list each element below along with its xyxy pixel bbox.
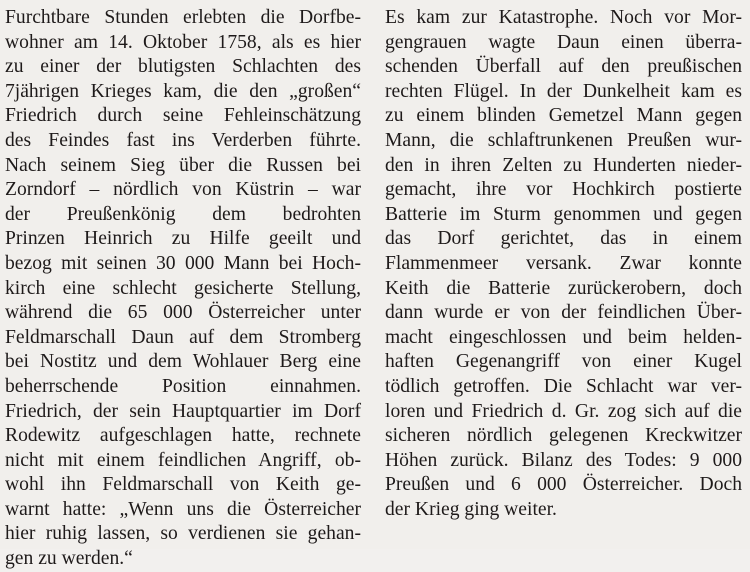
text-line: macht eingeschlossen und beim helden- <box>385 326 742 348</box>
text-line: Keith die Batterie zurückerobern, doch <box>385 277 742 299</box>
text-line: Zorndorf – nördlich von Küstrin – war <box>5 179 361 201</box>
text-line: Batterie im Sturm genommen und gegen <box>385 203 742 225</box>
text-line: bei Nostitz und dem Wohlauer Berg eine <box>5 351 361 373</box>
text-line: gemacht, ihre vor Hochkirch postierte <box>385 179 742 201</box>
text-line: der Preußenkönig dem bedrohten <box>5 203 361 225</box>
text-line: des Feindes fast ins Verderben führte. <box>5 129 361 151</box>
text-line: bezog mit seinen 30 000 Mann bei Hoch- <box>5 252 361 274</box>
text-line: dann wurde er von der feindlichen Über- <box>385 302 742 324</box>
text-line: zu einem blinden Gemetzel Mann gegen <box>385 105 742 127</box>
text-line: Furchtbare Stunden erlebten die Dorfbe- <box>5 7 361 28</box>
text-line: Friedrich, der sein Hauptquartier im Dorf <box>5 400 361 422</box>
text-line: loren und Friedrich d. Gr. zog sich auf die <box>385 400 742 422</box>
text-line: Nach seinem Sieg über die Russen bei <box>5 154 361 176</box>
text-line: Feldmarschall Daun auf dem Stromberg <box>5 326 361 348</box>
text-line: 7jährigen Krieges kam, die den „großen“ <box>5 80 361 102</box>
text-line: zu einer der blutigsten Schlachten des <box>5 56 361 78</box>
text-line: Höhen zurück. Bilanz des Todes: 9 000 <box>385 449 742 471</box>
text-line: Preußen und 6 000 Österreicher. Doch <box>385 474 742 496</box>
text-line: gengrauen wagte Daun einen überra- <box>385 31 742 53</box>
text-line: Friedrich durch seine Fehleinschätzung <box>5 105 361 127</box>
text-line: Es kam zur Katastrophe. Noch vor Mor- <box>385 7 742 28</box>
text-line: warnt hatte: „Wenn uns die Österreicher <box>5 498 361 520</box>
text-line: den in ihren Zelten zu Hunderten nieder- <box>385 154 742 176</box>
text-line: der Krieg ging weiter. <box>385 498 557 520</box>
text-line: tödlich getroffen. Die Schlacht war ver- <box>385 375 742 397</box>
text-line: beherrschende Position einnahmen. <box>5 375 361 397</box>
text-line: wohner am 14. Oktober 1758, als es hier <box>5 31 361 53</box>
text-line: gen zu werden.“ <box>5 548 133 570</box>
text-line: Mann, die schlaftrunkenen Preußen wur- <box>385 129 742 151</box>
text-line: hier ruhig lassen, so verdienen sie gehan- <box>5 523 361 545</box>
text-line: schenden Überfall auf den preußischen <box>385 56 742 78</box>
text-line: Prinzen Heinrich zu Hilfe geeilt und <box>5 228 361 250</box>
text-line: wohl ihn Feldmarschall von Keith ge- <box>5 474 361 496</box>
left-text-column <box>5 6 361 572</box>
right-text-column <box>385 6 742 522</box>
text-line: Flammenmeer versank. Zwar konnte <box>385 252 742 274</box>
text-line: das Dorf gerichtet, das in einem <box>385 228 742 250</box>
text-line: während die 65 000 Österreicher unter <box>5 302 361 324</box>
text-line: Rodewitz aufgeschlagen hatte, rechnete <box>5 425 361 447</box>
text-line: nicht mit einem feindlichen Angriff, ob- <box>5 449 361 471</box>
text-line: sicheren nördlich gelegenen Kreckwitzer <box>385 425 742 447</box>
text-line: haften Gegenangriff von einer Kugel <box>385 351 742 373</box>
text-line: kirch eine schlecht gesicherte Stellung, <box>5 277 361 299</box>
text-line: rechten Flügel. In der Dunkelheit kam es <box>385 80 742 102</box>
